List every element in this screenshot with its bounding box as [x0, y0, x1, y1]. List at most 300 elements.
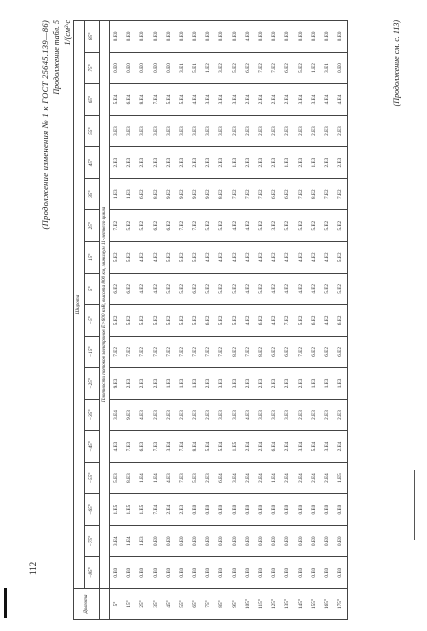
flux-value-cell: 4.E2 [308, 273, 321, 305]
flux-value-cell: 2.E3 [176, 399, 189, 431]
flux-value-cell: 5.E2 [255, 210, 268, 242]
flux-value-cell: 1.E3 [308, 147, 321, 179]
flux-value-cell: 4.E3 [110, 431, 124, 463]
flux-value-cell: 0.E0 [295, 525, 308, 557]
flux-value-cell: 2.E4 [255, 462, 268, 494]
longitude-cell: 55° [176, 589, 189, 620]
table-row [242, 21, 255, 620]
flux-value-cell: 1.E5 [110, 494, 124, 526]
flux-value-cell: 0.E0 [136, 52, 149, 84]
flux-value-cell: 6.E2 [255, 305, 268, 337]
longitude-cell: 135° [281, 589, 294, 620]
flux-value-cell: 0.E0 [334, 557, 348, 589]
flux-value-cell: 5.E2 [229, 305, 242, 337]
flux-value-cell: 3.E3 [229, 368, 242, 400]
flux-value-cell: 7.E2 [202, 336, 215, 368]
flux-value-cell: 3.E1 [176, 52, 189, 84]
flux-value-cell: 5.E2 [295, 52, 308, 84]
flux-value-cell: 0.E0 [321, 21, 334, 53]
flux-value-cell: 0.E0 [123, 557, 136, 589]
longitude-cell: 65° [189, 589, 202, 620]
rotated-table-sheet [40, 10, 415, 620]
table-row [110, 21, 124, 620]
flux-value-cell: 0.E0 [268, 21, 281, 53]
longitude-header: Долгота [74, 589, 100, 620]
flux-value-cell: 2.E4 [281, 462, 294, 494]
longitude-cell: 105° [242, 589, 255, 620]
flux-value-cell: 3.E3 [110, 115, 124, 147]
flux-value-cell: 0.E0 [268, 525, 281, 557]
flux-value-cell: 7.E2 [176, 210, 189, 242]
flux-value-cell: 5.E2 [216, 210, 229, 242]
flux-value-cell: 1.E3 [321, 368, 334, 400]
flux-value-cell: 1.E3 [229, 147, 242, 179]
flux-value-cell: 2.E3 [189, 399, 202, 431]
flux-value-cell: 7.E3 [150, 431, 163, 463]
flux-value-cell: 1.E5 [229, 431, 242, 463]
flux-value-cell: 2.E4 [268, 84, 281, 116]
flux-value-cell: 7.E2 [334, 178, 348, 210]
flux-value-cell: 6.E2 [110, 273, 124, 305]
flux-value-cell: 1.E3 [163, 368, 176, 400]
density-caption: Плотности потоков электронов Е>600 кэВ, высота 800 км, минимум 11-летнего цикла [100, 21, 110, 589]
table-row [163, 21, 176, 620]
flux-value-cell: 0.E0 [229, 494, 242, 526]
flux-value-cell: 6.E2 [281, 336, 294, 368]
flux-value-cell: 0.E0 [176, 525, 189, 557]
flux-value-cell: 8.E2 [308, 178, 321, 210]
flux-value-cell: 2.E3 [202, 147, 215, 179]
flux-value-cell: 4.E2 [229, 210, 242, 242]
flux-value-cell: 1.E3 [136, 525, 149, 557]
flux-value-cell: 5.E2 [136, 210, 149, 242]
latitude-column-header: −85° [85, 557, 100, 589]
flux-value-cell: 6.E2 [268, 336, 281, 368]
flux-value-cell: 3.E3 [136, 115, 149, 147]
longitude-cell: 155° [308, 589, 321, 620]
flux-value-cell: 6.E2 [308, 336, 321, 368]
flux-value-cell: 1.E3 [308, 368, 321, 400]
flux-value-cell: 2.E4 [295, 462, 308, 494]
flux-value-cell: 5.E3 [189, 462, 202, 494]
flux-value-cell: 5.E2 [110, 241, 124, 273]
flux-value-cell: 4.E2 [150, 241, 163, 273]
flux-value-cell: 6.E4 [216, 462, 229, 494]
flux-value-cell: 0.E0 [202, 525, 215, 557]
flux-value-cell: 7.E2 [229, 178, 242, 210]
flux-value-cell: 2.E3 [321, 399, 334, 431]
flux-value-cell: 2.E3 [255, 115, 268, 147]
latitude-column-header: 85° [85, 21, 100, 53]
flux-value-cell: 2.E3 [334, 147, 348, 179]
flux-value-cell: 6.E2 [281, 52, 294, 84]
flux-value-cell: 5.E4 [110, 84, 124, 116]
flux-value-cell: 1.E3 [110, 178, 124, 210]
flux-value-cell: 7.E3 [123, 431, 136, 463]
flux-value-cell: 5.E2 [176, 273, 189, 305]
flux-value-cell: 8.E4 [136, 84, 149, 116]
flux-value-cell: 3.E3 [216, 399, 229, 431]
latitude-column-header: −45° [85, 431, 100, 463]
latitude-column-header: 35° [85, 178, 100, 210]
flux-value-cell: 2.E3 [123, 147, 136, 179]
flux-value-cell: 3.E3 [123, 115, 136, 147]
flux-value-cell: 0.E0 [255, 21, 268, 53]
flux-value-cell: 7.E2 [321, 178, 334, 210]
flux-value-cell: 2.E4 [334, 431, 348, 463]
flux-value-cell: 0.E0 [176, 557, 189, 589]
table-row [202, 21, 215, 620]
flux-value-cell: 0.E0 [189, 525, 202, 557]
flux-value-cell: 0.E0 [163, 557, 176, 589]
flux-value-cell: 5.E2 [334, 241, 348, 273]
flux-value-cell: 7.E2 [176, 336, 189, 368]
table-continuation-label: Продолжение табл. 5 [52, 20, 61, 95]
latitude-column-header: −15° [85, 336, 100, 368]
flux-value-cell: 7.E2 [242, 336, 255, 368]
flux-value-cell: 3.E4 [110, 399, 124, 431]
flux-value-cell: 2.E3 [150, 399, 163, 431]
flux-value-cell: 0.E0 [334, 21, 348, 53]
flux-value-cell: 1.E3 [176, 368, 189, 400]
flux-value-cell: 4.E2 [268, 305, 281, 337]
flux-value-cell: 1.E3 [334, 368, 348, 400]
flux-value-cell: 0.E0 [242, 525, 255, 557]
longitude-cell: 145° [295, 589, 308, 620]
flux-value-cell: 5.E2 [334, 210, 348, 242]
flux-value-cell: 2.E3 [281, 368, 294, 400]
flux-value-cell: 3.E3 [268, 399, 281, 431]
flux-value-cell: 0.E0 [189, 557, 202, 589]
flux-value-cell: 2.E3 [163, 147, 176, 179]
flux-value-cell: 5.E2 [334, 273, 348, 305]
flux-value-cell: 5.E2 [281, 210, 294, 242]
flux-value-cell: 4.E3 [163, 462, 176, 494]
latitude-column-header: −25° [85, 368, 100, 400]
flux-value-cell: 4.E2 [295, 241, 308, 273]
flux-value-cell: 1.E5 [123, 494, 136, 526]
flux-value-cell: 3.E3 [229, 399, 242, 431]
flux-value-cell: 7.E2 [295, 178, 308, 210]
flux-value-cell: 0.E0 [281, 557, 294, 589]
flux-value-cell: 6.E2 [163, 210, 176, 242]
flux-value-cell: 1.E2 [202, 52, 215, 84]
flux-value-cell: 7.E4 [150, 494, 163, 526]
flux-value-cell: 0.E0 [216, 525, 229, 557]
flux-value-cell: 0.E0 [163, 52, 176, 84]
flux-value-cell: 2.E3 [163, 399, 176, 431]
flux-value-cell: 3.E4 [202, 84, 215, 116]
flux-value-cell: 6.E2 [308, 305, 321, 337]
flux-value-cell: 5.E2 [123, 241, 136, 273]
flux-value-cell: 5.E4 [216, 431, 229, 463]
flux-value-cell: 4.E2 [268, 241, 281, 273]
table-row [321, 21, 334, 620]
flux-value-cell: 4.E2 [295, 273, 308, 305]
latitude-column-header: 55° [85, 115, 100, 147]
flux-value-cell: 2.E4 [255, 84, 268, 116]
latitude-column-header: −75° [85, 525, 100, 557]
longitude-cell: 25° [136, 589, 149, 620]
latitude-column-header: −5° [85, 305, 100, 337]
flux-value-cell: 0.E0 [268, 494, 281, 526]
flux-value-cell: 2.E3 [295, 368, 308, 400]
flux-value-cell: 0.E0 [255, 494, 268, 526]
table-row [281, 21, 294, 620]
flux-value-cell: 7.E2 [136, 336, 149, 368]
flux-value-cell: 0.E0 [202, 557, 215, 589]
latitude-column-header: 15° [85, 241, 100, 273]
flux-value-cell: 5.E2 [295, 305, 308, 337]
flux-value-cell: 5.E2 [163, 305, 176, 337]
flux-value-cell: 0.E0 [136, 21, 149, 53]
flux-value-cell: 3.E4 [216, 84, 229, 116]
table-row [308, 21, 321, 620]
latitude-column-header: −65° [85, 494, 100, 526]
flux-value-cell: 3.E4 [110, 525, 124, 557]
flux-value-cell: 9.E2 [189, 178, 202, 210]
flux-value-cell: 5.E2 [189, 305, 202, 337]
flux-value-cell: 3.E4 [163, 431, 176, 463]
flux-value-cell: 3.E2 [216, 52, 229, 84]
latitude-header: Широта [74, 21, 85, 589]
flux-value-cell: 5.E2 [202, 273, 215, 305]
flux-value-cell: 1.E3 [189, 368, 202, 400]
flux-value-cell: 0.E0 [123, 52, 136, 84]
flux-value-cell: 9.E2 [176, 178, 189, 210]
flux-value-cell: 0.E0 [321, 494, 334, 526]
flux-value-cell: 4.E4 [189, 84, 202, 116]
flux-value-cell: 0.E0 [150, 21, 163, 53]
flux-value-cell: 4.E2 [136, 241, 149, 273]
flux-value-cell: 0.E0 [255, 525, 268, 557]
flux-value-cell: 3.E4 [295, 84, 308, 116]
flux-value-cell: 7.E4 [176, 431, 189, 463]
flux-value-cell: 5.E4 [308, 431, 321, 463]
flux-value-cell: 1.E5 [334, 462, 348, 494]
table-row [268, 21, 281, 620]
flux-value-cell: 0.E0 [150, 52, 163, 84]
flux-value-cell: 4.E4 [334, 84, 348, 116]
flux-value-cell: 0.E0 [136, 557, 149, 589]
latitude-column-header: 25° [85, 210, 100, 242]
latitude-column-header: 45° [85, 147, 100, 179]
flux-value-cell: 2.E4 [255, 431, 268, 463]
longitude-cell: 5° [110, 589, 124, 620]
flux-value-cell: 6.E2 [123, 273, 136, 305]
flux-value-cell: 2.E4 [242, 431, 255, 463]
flux-value-cell: 2.E3 [295, 147, 308, 179]
flux-density-table [73, 20, 348, 620]
flux-value-cell: 5.E2 [202, 210, 215, 242]
flux-value-cell: 2.E3 [295, 399, 308, 431]
flux-value-cell: 2.E3 [150, 368, 163, 400]
table-row [136, 21, 149, 620]
flux-value-cell: 6.E4 [268, 431, 281, 463]
longitude-cell: 115° [255, 589, 268, 620]
table-row [295, 21, 308, 620]
flux-value-cell: 0.E0 [216, 21, 229, 53]
flux-value-cell: 0.E0 [216, 557, 229, 589]
flux-value-cell: 0.E0 [216, 494, 229, 526]
flux-value-cell: 4.E4 [321, 84, 334, 116]
flux-value-cell: 0.E0 [268, 557, 281, 589]
latitude-column-header: −35° [85, 399, 100, 431]
flux-value-cell: 3.E3 [216, 115, 229, 147]
flux-value-cell: 0.E0 [334, 525, 348, 557]
flux-value-cell: 7.E2 [150, 336, 163, 368]
flux-value-cell: 5.E2 [321, 210, 334, 242]
flux-value-cell: 1.E4 [136, 462, 149, 494]
flux-value-cell: 2.E3 [136, 368, 149, 400]
flux-value-cell: 3.E2 [268, 210, 281, 242]
flux-value-cell: 7.E2 [255, 178, 268, 210]
flux-value-cell: 6.E2 [334, 336, 348, 368]
flux-value-cell: 5.E2 [150, 305, 163, 337]
flux-value-cell: 0.E0 [295, 21, 308, 53]
flux-value-cell: 1.E4 [123, 525, 136, 557]
flux-value-cell: 3.E3 [176, 115, 189, 147]
flux-value-cell: 2.E4 [242, 462, 255, 494]
flux-value-cell: 4.E2 [242, 241, 255, 273]
flux-value-cell: 2.E3 [268, 147, 281, 179]
flux-value-cell: 2.E4 [242, 84, 255, 116]
flux-value-cell: 7.E2 [123, 336, 136, 368]
table-row [229, 21, 242, 620]
flux-value-cell: 4.E3 [136, 399, 149, 431]
flux-value-cell: 2.E3 [202, 462, 215, 494]
flux-value-cell: 7.E2 [216, 336, 229, 368]
flux-value-cell: 4.E2 [150, 273, 163, 305]
flux-value-cell: 5.E2 [308, 210, 321, 242]
flux-value-cell: 5.E4 [163, 84, 176, 116]
flux-value-cell: 2.E3 [176, 147, 189, 179]
flux-value-cell: 7.E2 [242, 178, 255, 210]
flux-value-cell: 0.E0 [281, 525, 294, 557]
latitude-column-header: −55° [85, 462, 100, 494]
flux-value-cell: 2.E3 [242, 115, 255, 147]
flux-value-cell: 2.E3 [110, 147, 124, 179]
flux-value-cell: 2.E3 [308, 115, 321, 147]
flux-value-cell: 0.E0 [281, 494, 294, 526]
flux-value-cell: 0.E0 [334, 494, 348, 526]
flux-value-cell: 3.E4 [321, 431, 334, 463]
flux-value-cell: 4.E0 [242, 21, 255, 53]
longitude-cell: 175° [334, 589, 348, 620]
flux-value-cell: 0.E0 [281, 21, 294, 53]
flux-value-cell: 0.E0 [321, 557, 334, 589]
flux-value-cell: 4.E2 [255, 241, 268, 273]
flux-value-cell: 5.E2 [189, 241, 202, 273]
flux-value-cell: 2.E3 [308, 399, 321, 431]
flux-value-cell: 5.E2 [123, 305, 136, 337]
flux-value-cell: 7.E2 [295, 336, 308, 368]
flux-value-cell: 0.E0 [255, 557, 268, 589]
flux-value-cell: 0.E0 [110, 52, 124, 84]
flux-value-cell: 3.E3 [163, 115, 176, 147]
flux-value-cell: 4.E2 [321, 241, 334, 273]
flux-value-cell: 2.E3 [255, 368, 268, 400]
flux-value-cell: 4.E2 [216, 241, 229, 273]
longitude-cell: 75° [202, 589, 215, 620]
flux-value-cell: 2.E3 [295, 115, 308, 147]
longitude-cell: 165° [321, 589, 334, 620]
flux-value-cell: 3.E3 [202, 115, 215, 147]
flux-value-cell: 9.E3 [123, 399, 136, 431]
table-row [150, 21, 163, 620]
flux-value-cell: 0.E0 [229, 557, 242, 589]
margin-bar [4, 588, 7, 618]
flux-value-cell: 3.E4 [295, 431, 308, 463]
flux-value-cell: 4.E2 [242, 273, 255, 305]
flux-value-cell: 5.E4 [176, 84, 189, 116]
flux-value-cell: 0.E0 [334, 52, 348, 84]
flux-value-cell: 6.E2 [242, 52, 255, 84]
flux-value-cell: 4.E2 [229, 241, 242, 273]
latitude-column-header: 65° [85, 84, 100, 116]
flux-value-cell: 5.E2 [216, 305, 229, 337]
flux-value-cell: 0.E0 [242, 494, 255, 526]
flux-value-cell: 4.E2 [136, 273, 149, 305]
flux-value-cell: 0.E0 [295, 494, 308, 526]
flux-value-cell: 4.E2 [242, 305, 255, 337]
flux-value-cell: 0.E0 [189, 494, 202, 526]
flux-value-cell: 0.E0 [150, 525, 163, 557]
flux-value-cell: 3.E3 [255, 399, 268, 431]
table-row [189, 21, 202, 620]
flux-value-cell: 4.E2 [202, 241, 215, 273]
latitude-column-header: 5° [85, 273, 100, 305]
flux-value-cell: 5.E2 [229, 52, 242, 84]
flux-value-cell: 8.E3 [123, 462, 136, 494]
flux-value-cell: 1.E5 [136, 494, 149, 526]
flux-value-cell: 2.E3 [321, 147, 334, 179]
flux-value-cell: 4.E2 [268, 273, 281, 305]
flux-value-cell: 1.E4 [268, 462, 281, 494]
flux-value-cell: 5.E2 [163, 241, 176, 273]
flux-value-cell: 9.E2 [202, 178, 215, 210]
flux-value-cell: 5.E2 [255, 273, 268, 305]
flux-value-cell: 0.E0 [123, 21, 136, 53]
flux-value-cell: 5.E1 [189, 52, 202, 84]
flux-value-cell: 2.E3 [334, 115, 348, 147]
flux-value-cell: 0.E0 [189, 21, 202, 53]
flux-value-cell: 3.E4 [229, 462, 242, 494]
flux-value-cell: 2.E3 [334, 399, 348, 431]
flux-value-cell: 2.E4 [308, 462, 321, 494]
flux-value-cell: 4.E2 [242, 210, 255, 242]
flux-value-cell: 2.E3 [189, 147, 202, 179]
longitude-cell: 95° [229, 589, 242, 620]
flux-value-cell: 5.E3 [110, 462, 124, 494]
flux-value-cell: 0.E0 [110, 21, 124, 53]
flux-value-cell: 7.E2 [163, 336, 176, 368]
flux-value-cell: 2.E3 [123, 368, 136, 400]
flux-value-cell: 8.E2 [216, 178, 229, 210]
flux-value-cell: 6.E2 [202, 305, 215, 337]
flux-value-cell: 0.E0 [163, 525, 176, 557]
table-row [216, 21, 229, 620]
flux-value-cell: 8.E4 [189, 431, 202, 463]
flux-value-cell: 7.E2 [189, 210, 202, 242]
table-row [123, 21, 136, 620]
flux-value-cell: 7.E3 [176, 462, 189, 494]
flux-value-cell: 2.E3 [242, 368, 255, 400]
flux-value-cell: 9.E3 [110, 368, 124, 400]
flux-value-cell: 2.E3 [281, 115, 294, 147]
flux-value-cell: 4.E3 [242, 399, 255, 431]
longitude-cell: 45° [163, 589, 176, 620]
